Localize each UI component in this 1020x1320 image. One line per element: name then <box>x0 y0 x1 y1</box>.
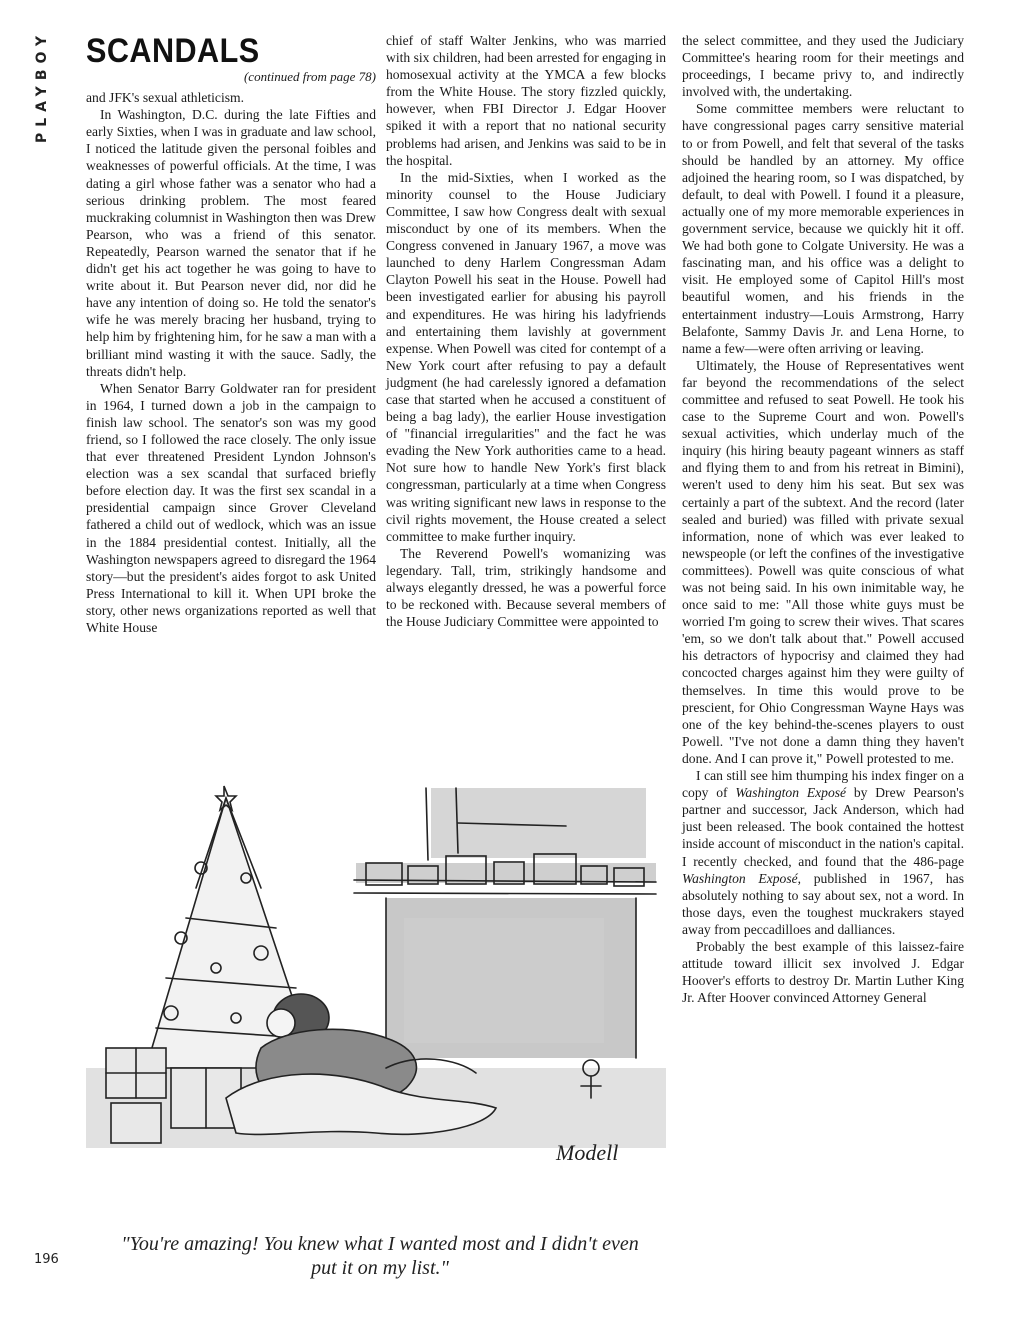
text-run: I can still see him thumping his index finger on a copy of <box>682 768 964 801</box>
paragraph: and JFK's sexual athleticism. <box>86 90 245 106</box>
continued-note: (continued from page 78) <box>243 69 376 84</box>
book-title: Washington Exposé <box>682 870 798 886</box>
text-run: by Drew Pearson's partner and successor, Jack Anderson, which had just been released. The book contained the hottest inside account of misconduct in the nation's capital. I recently checked, and found that the 486-page <box>682 785 965 869</box>
paragraph <box>682 767 964 938</box>
article-column-3 <box>682 32 964 1006</box>
paragraph: chief of staff Walter Jenkins, who was married with six children, had been arrested for engaging in homosexual activity at the YMCA a few blocks from the White House. The story fizzled quickly, however, when FBI Director J. Edgar Hoover spiked it with a report that no national security problems had arisen, and Jenkins was said to be in the hospital. <box>386 33 666 168</box>
cartoon-illustration <box>86 768 666 1198</box>
article-column-2 <box>386 32 666 630</box>
paragraph: When Senator Barry Goldwater ran for president in 1964, I turned down a job in the campaign to finish law school. The senator's son was my good friend, so I followed the race closely. The only issue that ever threatened President Lyndon Johnson's election was a sex scandal that surfaced briefly before election day. It was the first sex scandal in a presidential campaign since Grover Cleveland fathered a child out of wedlock, which was an issue in the 1884 presidential contest. Initially, all the Washington newspapers agreed to disregard the 1964 story—but the president's aides forgot to ask United Press International to kill it. When UPI broke the story, other news organizations reported as well that White House <box>86 380 376 635</box>
cartoon-caption: "You're amazing! You knew what I wanted most and I didn't even put it on my list." <box>121 1233 639 1279</box>
cartoon-signature: Modell <box>556 1140 619 1165</box>
paragraph: Ultimately, the House of Representatives went far beyond the recommendations of the select committee and refused to seat Powell. He took his case to the Supreme Court and won. Powell's sexual activities, which underlay much of the inquiry (his hiring beauty pageant winners as staff and flying them to and from his retreat in Bimini), weren't used to deny him his seat. But sex was certainly a part of the subtext. And the record (later sealed and buried) was filled with private sexual information, none of which was ever leaked to newspeople (or left the confines of the investigative committees). Powell was quite conscious of what was not being said. In his own inimitable way, he once said to me: "All those white guys must be worried I'm going to screw their wives. That scares 'em, so we don't talk about that." Powell accused his detractors of hypocrisy and claimed they had concocted charges against him they were guilty of themselves. In time this would prove to be prescient, for Ohio Congressman Wayne Hays was one of the key behind-the-scenes players to oust Powell. "I've not done a damn thing they haven't done. And I can prove it," Powell protested to me. <box>682 357 964 766</box>
paragraph: In the mid-Sixties, when I worked as the minority counsel to the House Judiciary Committee, I saw how Congress dealt with sexual misconduct by one of its members. When the Congress convened in January 1967, a move was launched to deny Harlem Congressman Adam Clayton Powell his seat in the House. Powell had been investigated earlier for abusing his payroll and expenditures. He was hiring his ladyfriends and entertaining them lavishly at government expense. When Powell was cited for contempt of a New York court after refusing to pay a default judgment (he had carelessly ignored a defamation case that started when he accused a constituent of being a bag lady), the earlier House investigation of "financial irregularities" and the fact he was evading the New York authorities came to a head. Not sure how to handle New York's first black congressman, particularly at a time when Congress was writing significant new laws in response to the civil rights movement, the House created a select committee to make further inquiry. <box>386 169 666 544</box>
paragraph: The Reverend Powell's womanizing was legendary. Tall, trim, strikingly handsome and always elegantly dressed, he was a powerful force to be reckoned with. Because several members of the House Judiciary Committee were appointed to <box>386 545 666 630</box>
paragraph: the select committee, and they used the Judiciary Committee's hearing room for their meetings and proceedings, I became privy to, and indirectly involved with, the undertaking. <box>682 33 964 100</box>
book-title: Washington Exposé <box>735 785 847 801</box>
article-column-1 <box>86 32 376 636</box>
paragraph: In Washington, D.C. during the late Fifties and early Sixties, when I was in graduate and law school, I noticed the latitude given the personal foibles and weaknesses of powerful officials. At the time, I was dating a girl whose father was a senator who had a serious drinking problem. The most feared muckraking columnist in Washington then was Drew Pearson, who was a friend of this senator. Repeatedly, Pearson warned the senator that if he didn't get his act together he was going to have to write about it. But Pearson never did, nor did he have any intention of doing so. He told the senator's wife he was merely bracing her husband, trying to help him by frightening him, for he saw a man with a brilliant mind wasting it with the sauce. Sadly, the threats didn't help. <box>86 107 376 379</box>
article-heading: SCANDALS <box>86 32 260 70</box>
magazine-spine-label: PLAYBOY <box>34 30 50 144</box>
page-number: 196 <box>34 1252 59 1267</box>
paragraph: Some committee members were reluctant to have congressional pages carry sensitive material to or from Powell, and felt that several of the tasks should be handled by an attorney. My office adjoined the hearing room, so I was dispatched, by default, to deal with Powell. I found it a pleasure, actually one of my more memorable experiences in government service, because we quickly hit it off. We had both gone to Colgate University. He was a fascinating man, and his office was a delight to visit. He employed some of Capitol Hill's most beautiful women, and his friends in the entertainment industry—Louis Armstrong, Harry Belafonte, Sammy Davis Jr. and Lena Horne, to name a few—were often arriving or leaving. <box>682 101 964 356</box>
text-run: , published in 1967, has absolutely nothing to say about sex, not a word. In those days, even the toughest muckrakers stayed away from peccadilloes and dalliances. <box>682 870 964 937</box>
paragraph: Probably the best example of this laissez-faire attitude toward illicit sex involved J. Edgar Hoover's efforts to destroy Dr. Martin Luther King Jr. After Hoover convinced Attorney General <box>682 938 964 1006</box>
